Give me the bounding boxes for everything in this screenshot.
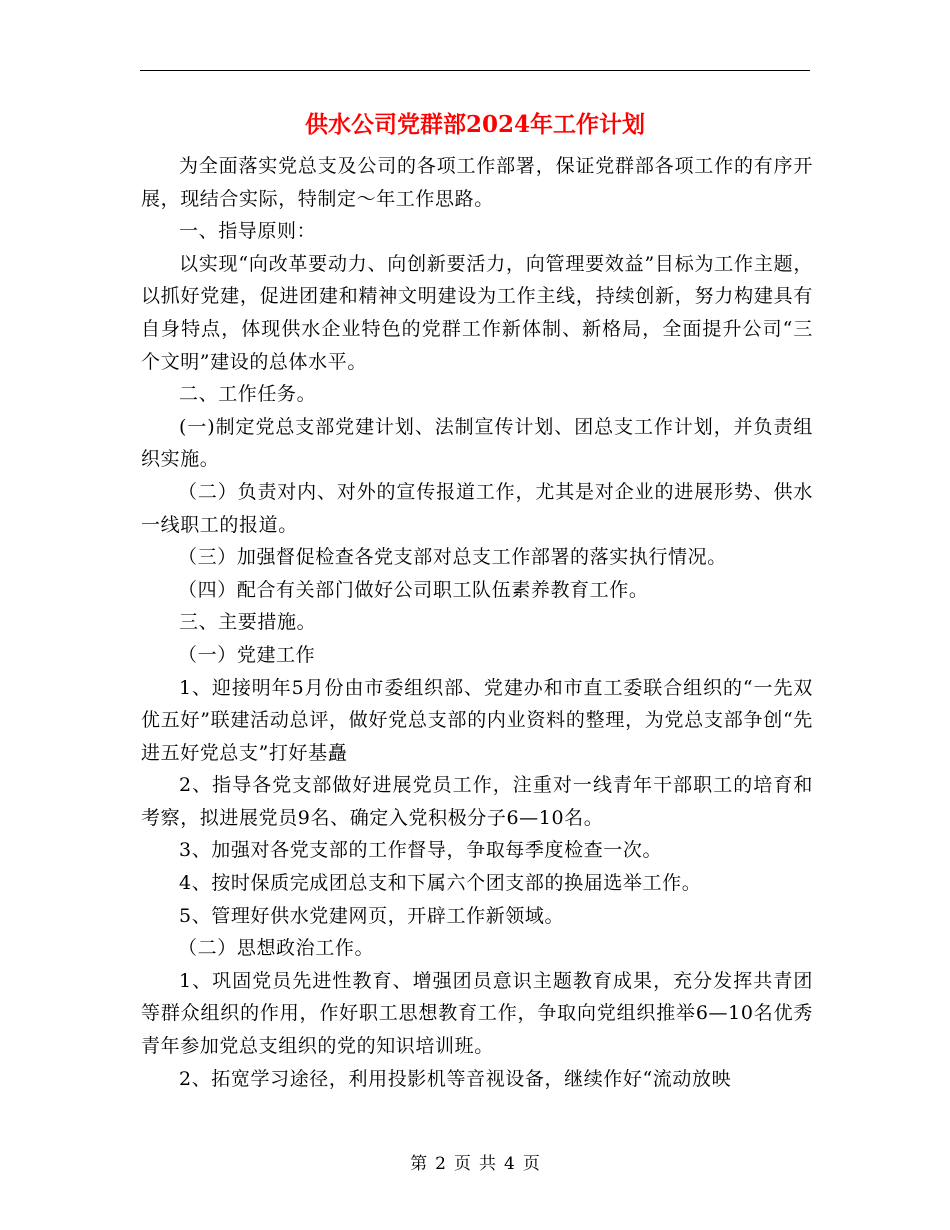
footer-label-ye-2: 页 xyxy=(522,1154,540,1174)
paragraph-intro: 为全面落实党总支及公司的各项工作部署，保证党群部各项工作的有序开展，现结合实际，特制定～年工作思路。 xyxy=(141,155,813,210)
task-item-3: （三）加强督促检查各党支部对总支工作部署的落实执行情况。 xyxy=(178,546,727,569)
paragraph-principles: 以实现“向改革要动力、向创新要活力，向管理要效益”目标为工作主题，以抓好党建，促进团建和精神文明建设为工作主线，持续创新，努力构建具有自身特点，体现供水企业特色的党群工作新体制、新格局，全面提升公司“三个文明”建设的总体水平。 xyxy=(141,252,813,373)
footer-current-page: 2 xyxy=(435,1154,446,1174)
measure-item-2: 2、指导各党支部做好进展党员工作，注重对一线青年干部职工的培育和考察，拟进展党员9名、确定入党积极分子6—10名。 xyxy=(141,774,813,829)
ideology-item-2: 2、拓宽学习途径，利用投影机等音视设备，继续作好“流动放映 xyxy=(179,1067,732,1090)
measure-item-3: 3、加强对各党支部的工作督导，争取每季度检查一次。 xyxy=(179,839,663,862)
section-heading-principles: 一、指导原则： xyxy=(179,220,317,243)
measure-item-1: 1、迎接明年5月份由市委组织部、党建办和市直工委联合组织的“一先双优五好”联建活动总评，做好党总支部的内业资料的整理，为党总支部争创“先进五好党总支”打好基矗 xyxy=(141,676,813,764)
document-body xyxy=(141,150,813,1095)
measure-item-5: 5、管理好供水党建网页，开辟工作新领域。 xyxy=(179,904,565,927)
section-heading-tasks: 二、工作任务。 xyxy=(179,383,317,406)
ideology-item-1: 1、巩固党员先进性教育、增强团员意识主题教育成果，充分发挥共青团等群众组织的作用，作好职工思想教育工作，争取向党组织推举6—10名优秀青年参加党总支组织的党的知识培训班。 xyxy=(141,969,813,1058)
footer-label-di: 第 xyxy=(410,1154,428,1174)
task-item-4: （四）配合有关部门做好公司职工队伍素养教育工作。 xyxy=(178,578,649,601)
page-footer xyxy=(0,1152,950,1176)
task-item-2: （二）负责对内、对外的宣传报道工作，尤其是对企业的进展形势、供水一线职工的报道。 xyxy=(141,480,813,536)
subsection-heading-ideology: （二）思想政治工作。 xyxy=(178,937,375,960)
subsection-heading-party-building: （一）党建工作 xyxy=(178,643,316,666)
footer-label-gong: 共 xyxy=(479,1154,496,1174)
header-rule xyxy=(140,70,810,71)
footer-label-ye: 页 xyxy=(454,1154,471,1174)
document-title: 供水公司党群部2024年工作计划 xyxy=(304,111,645,138)
footer-total-pages: 4 xyxy=(504,1154,515,1174)
task-item-1: (一)制定党总支部党建计划、法制宣传计划、团总支工作计划，并负责组织实施。 xyxy=(141,415,813,471)
measure-item-4: 4、按时保质完成团总支和下属六个团支部的换届选举工作。 xyxy=(179,872,702,895)
section-heading-measures: 三、主要措施。 xyxy=(179,611,317,634)
